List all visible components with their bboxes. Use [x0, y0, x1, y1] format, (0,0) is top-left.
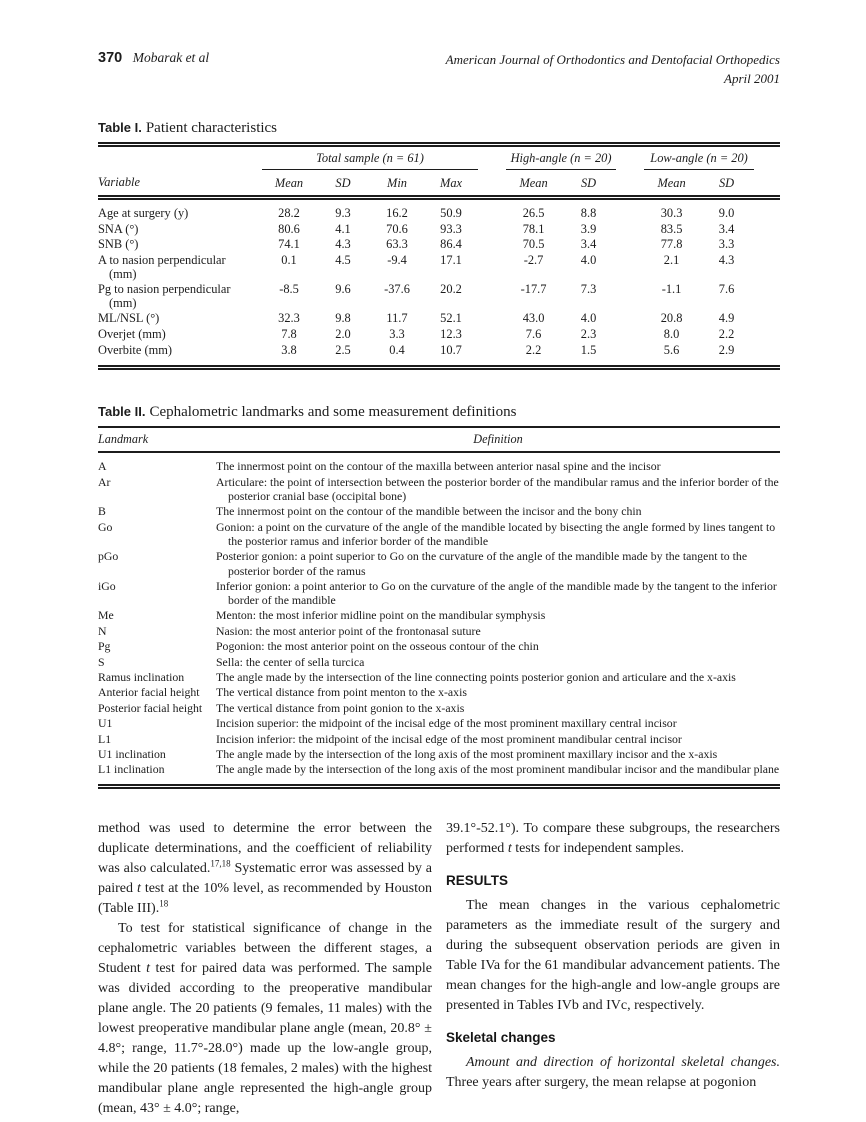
value-cell: 2.0 — [335, 326, 351, 341]
patient-characteristics-table — [98, 142, 780, 370]
value-cell: 10.7 — [440, 342, 462, 357]
table1-column-header-row — [98, 169, 780, 198]
value-cell: 74.1 — [278, 237, 300, 252]
table1-group-header-row — [98, 145, 780, 170]
definition-cell: Pogonion: the most anterior point on the osseous contour of the chin — [216, 639, 539, 654]
gap-cell — [754, 282, 780, 311]
running-head — [98, 50, 780, 88]
definition-cell: Gonion: a point on the curvature of the angle of the mandible located by bisecting the angle formed by lines tangent to the posterior ramus and inferior border of the mandible — [216, 519, 776, 548]
text-run: test for paired data was performed. The sample was divided according to the preoperative mandibular plane angle. The 20 patients (9 females, 11 males) with the lowest preoperative mandibular plane angle (mean, 20.8° ± 4.8°; range, 11.7°-28.0°) made up the low-angle group, while the 20 patients (18 females, 2 males) with the highest mandibular plane angle represented the high-angle group (mean, 43° ± 4.0°; range, — [98, 960, 432, 1116]
value-cell: 2.3 — [580, 326, 597, 341]
value-cell: 4.0 — [580, 311, 597, 326]
variable-cell: Age at surgery (y) — [98, 206, 189, 221]
table2-section — [98, 404, 780, 788]
value-cell: 0.1 — [281, 252, 297, 267]
value-cell: 3.8 — [281, 342, 297, 357]
table-row — [98, 716, 780, 731]
table-row — [98, 282, 780, 311]
gap-cell — [616, 282, 644, 311]
definition-cell: The vertical distance from point menton to the x-axis — [216, 685, 467, 700]
value-cell: 70.6 — [386, 221, 408, 236]
definition-cell: The vertical distance from point gonion to the x-axis — [216, 700, 465, 715]
table-row — [98, 654, 780, 669]
value-cell: 2.9 — [718, 342, 735, 357]
definition-cell: The angle made by the intersection of the line connecting points posterior gonion and articulare and the x-axis — [216, 670, 736, 685]
value-cell: 52.1 — [440, 311, 462, 326]
gap-cell — [754, 145, 780, 170]
empty-cell — [98, 145, 262, 170]
value-cell: 70.5 — [522, 237, 545, 252]
table2-header-row — [98, 427, 780, 452]
gap-cell — [616, 198, 644, 222]
definition-cell: Nasion: the most anterior point of the frontonasal suture — [216, 623, 481, 638]
column-header: SD — [699, 169, 754, 198]
column-header-landmark: Landmark — [98, 427, 216, 452]
definition-cell: Articulare: the point of intersection between the posterior border of the mandibular ramus and the inferior border of the posterior cranial base (occipital bone) — [216, 474, 779, 503]
value-cell: 4.1 — [335, 221, 351, 236]
table-row — [98, 519, 780, 549]
value-cell: -8.5 — [279, 282, 299, 297]
value-cell: 7.6 — [525, 326, 542, 341]
value-cell: -17.7 — [520, 282, 547, 297]
article-body — [98, 819, 780, 1119]
value-cell: 3.3 — [718, 237, 735, 252]
value-cell: 83.5 — [660, 221, 683, 236]
text-run: Systematic error was assessed by a paired — [98, 860, 432, 896]
gap-cell — [478, 253, 506, 282]
landmark-cell: A — [98, 459, 107, 474]
reference-superscript: 18 — [159, 897, 169, 908]
table2-label: Table II. — [98, 404, 146, 420]
value-cell: 3.9 — [580, 221, 597, 236]
group-low-angle: Low-angle (n = 20) — [644, 145, 754, 170]
value-cell: 9.0 — [718, 206, 735, 221]
text-run: 39.1°-52.1°). To compare these subgroups, the researchers performed — [446, 820, 780, 856]
table-row — [98, 311, 780, 327]
italic-text: t — [136, 880, 141, 896]
landmark-cell: U1 — [98, 716, 113, 731]
page-number: 370 — [98, 50, 123, 66]
definition-cell: Posterior gonion: a point superior to Go on the curvature of the angle of the mandible made by the tangent to the posterior border of the ramus — [216, 549, 748, 578]
value-cell: 78.1 — [522, 221, 545, 236]
gap-cell — [616, 237, 644, 253]
value-cell: 2.2 — [718, 326, 735, 341]
gap-cell — [616, 327, 644, 343]
value-cell: -2.7 — [523, 252, 544, 267]
table-row — [98, 452, 780, 474]
table-row — [98, 237, 780, 253]
value-cell: 16.2 — [386, 206, 408, 221]
value-cell: 26.5 — [522, 206, 545, 221]
running-authors: Mobarak et al — [132, 50, 210, 65]
table-row — [98, 222, 780, 238]
table-row — [98, 669, 780, 684]
landmark-cell: Pg — [98, 639, 111, 654]
cephalometric-landmarks-table — [98, 426, 780, 788]
column-header: Mean — [262, 169, 316, 198]
table-row — [98, 608, 780, 623]
text-run: tests for independent samples. — [511, 840, 684, 856]
variable-cell: Overbite (mm) — [98, 342, 172, 357]
landmark-cell: N — [98, 623, 107, 638]
value-cell: 8.0 — [663, 326, 680, 341]
gap-cell — [616, 222, 644, 238]
running-head-left — [98, 50, 209, 67]
gap-cell — [478, 311, 506, 327]
table-row — [98, 327, 780, 343]
gap-cell — [478, 145, 506, 170]
definition-cell: The innermost point on the contour of the mandible between the incisor and the bony chin — [216, 504, 642, 519]
section-heading: RESULTS — [446, 872, 509, 888]
value-cell: 2.2 — [525, 342, 542, 357]
value-cell: 7.8 — [281, 326, 297, 341]
group-total-sample: Total sample (n = 61) — [262, 145, 478, 170]
body-column-right — [446, 819, 780, 1119]
landmark-cell: S — [98, 654, 105, 669]
column-header: Mean — [644, 169, 699, 198]
gap-cell — [754, 169, 780, 198]
variable-cell: SNB (°) — [98, 237, 139, 252]
paragraph — [98, 819, 432, 919]
value-cell: 3.4 — [718, 221, 735, 236]
value-cell: -37.6 — [384, 282, 410, 297]
value-cell: 11.7 — [386, 311, 408, 326]
text-run: To test for statistical significance of change in the cephalometric variables between the different stages, a Student — [98, 920, 432, 976]
text-run: Three years after surgery, the mean relapse at pogonion — [446, 1074, 757, 1090]
gap-cell — [754, 311, 780, 327]
gap-cell — [754, 343, 780, 368]
table-row — [98, 578, 780, 608]
value-cell: 86.4 — [440, 237, 462, 252]
gap-cell — [616, 311, 644, 327]
variable-cell: Pg to nasion perpendicular (mm) — [98, 282, 231, 310]
definition-cell: The innermost point on the contour of the maxilla between anterior nasal spine and the incisor — [216, 459, 661, 474]
value-cell: 5.6 — [663, 342, 680, 357]
table1-title — [98, 120, 780, 137]
landmark-cell: Anterior facial height — [98, 685, 200, 700]
gap-cell — [754, 327, 780, 343]
gap-cell — [616, 169, 644, 198]
table-row — [98, 343, 780, 368]
text-run: method was used to determine the error between the duplicate determinations, and the coefficient of reliability was also calculated. — [98, 820, 432, 876]
gap-cell — [478, 222, 506, 238]
landmark-cell: Posterior facial height — [98, 700, 203, 715]
table-row — [98, 253, 780, 282]
variable-wrap-line: (mm) — [109, 266, 137, 281]
gap-cell — [478, 198, 506, 222]
table1-caption: Patient characteristics — [145, 120, 278, 136]
value-cell: 4.3 — [335, 237, 351, 252]
value-cell: 1.5 — [580, 342, 597, 357]
value-cell: 4.9 — [718, 311, 735, 326]
landmark-cell: iGo — [98, 578, 116, 593]
value-cell: 63.3 — [386, 237, 408, 252]
value-cell: 7.6 — [718, 282, 735, 297]
value-cell: 4.5 — [335, 252, 351, 267]
table2-caption: Cephalometric landmarks and some measurement definitions — [149, 404, 517, 421]
table-row — [98, 549, 780, 579]
value-cell: 9.6 — [335, 282, 351, 297]
value-cell: 9.3 — [335, 206, 351, 221]
definition-cell: Incision inferior: the midpoint of the incisal edge of the most prominent mandibular central incisor — [216, 731, 682, 746]
table-row — [98, 504, 780, 519]
value-cell: 20.2 — [440, 282, 462, 297]
column-header: Max — [424, 169, 478, 198]
value-cell: 43.0 — [522, 311, 545, 326]
value-cell: 4.3 — [718, 252, 735, 267]
value-cell: 93.3 — [440, 221, 462, 236]
definition-cell: Menton: the most inferior midline point on the mandibular symphysis — [216, 608, 546, 623]
value-cell: 9.8 — [335, 311, 351, 326]
body-column-left — [98, 819, 432, 1119]
variable-wrap-line: (mm) — [109, 295, 137, 310]
value-cell: 17.1 — [440, 252, 462, 267]
paragraph — [98, 919, 432, 1119]
landmark-cell: Ar — [98, 474, 111, 489]
landmark-cell: L1 inclination — [98, 762, 165, 777]
column-header-definition: Definition — [216, 427, 780, 452]
journal-name: American Journal of Orthodontics and Dentofacial Orthopedics — [445, 52, 780, 67]
table-row — [98, 700, 780, 715]
issue-date: April 2001 — [724, 71, 780, 86]
gap-cell — [754, 198, 780, 222]
definition-cell: The angle made by the intersection of the long axis of the most prominent maxillary incisor and the x-axis — [216, 747, 718, 761]
gap-cell — [478, 282, 506, 311]
value-cell: 3.4 — [580, 237, 597, 252]
group-high-angle: High-angle (n = 20) — [506, 145, 616, 170]
variable-cell: A to nasion perpendicular (mm) — [98, 252, 226, 281]
variable-cell: SNA (°) — [98, 221, 139, 236]
gap-cell — [478, 169, 506, 198]
table-row — [98, 762, 780, 786]
paragraph — [446, 1053, 780, 1093]
definition-cell: Incision superior: the midpoint of the incisal edge of the most prominent maxillary central incisor — [216, 716, 677, 731]
italic-text: t — [146, 960, 151, 976]
column-header: SD — [561, 169, 616, 198]
table2-title — [98, 404, 780, 421]
variable-cell: Overjet (mm) — [98, 326, 166, 341]
paragraph — [446, 819, 780, 859]
definition-cell: Sella: the center of sella turcica — [216, 654, 365, 669]
value-cell: 0.4 — [389, 342, 405, 357]
gap-cell — [754, 222, 780, 238]
value-cell: -9.4 — [387, 252, 407, 267]
table1-body — [98, 198, 780, 368]
value-cell: 80.6 — [278, 221, 300, 236]
italic-text: t — [507, 840, 512, 856]
value-cell: 50.9 — [440, 206, 462, 221]
table-row — [98, 474, 780, 504]
landmark-cell: B — [98, 504, 106, 519]
table-row — [98, 746, 780, 761]
table-row — [98, 639, 780, 654]
value-cell: 28.2 — [278, 206, 300, 221]
value-cell: 3.3 — [389, 326, 405, 341]
table-row — [98, 623, 780, 638]
landmark-cell: Ramus inclination — [98, 670, 185, 685]
text-run: The mean changes in the various cephalometric parameters as the immediate result of the surgery and during the subsequent observation periods are given in Table IVa for the 61 mandibular advancement patients. The mean changes for the high-angle and low-angle groups are presented in Tables IVb and IVc, respectively. — [446, 897, 780, 1013]
value-cell: 7.3 — [580, 282, 597, 297]
gap-cell — [754, 237, 780, 253]
value-cell: 2.1 — [663, 252, 680, 267]
definition-cell: The angle made by the intersection of the long axis of the most prominent mandibular incisor and the mandibular plane — [216, 762, 780, 777]
value-cell: 77.8 — [660, 237, 683, 252]
column-header: Mean — [506, 169, 561, 198]
table1-section — [98, 120, 780, 370]
landmark-cell: Go — [98, 519, 113, 534]
gap-cell — [616, 145, 644, 170]
landmark-cell: L1 — [98, 731, 112, 746]
table-row — [98, 198, 780, 222]
table-row — [98, 685, 780, 700]
value-cell: 4.0 — [580, 252, 597, 267]
running-head-right — [446, 50, 780, 88]
gap-cell — [478, 237, 506, 253]
value-cell: 30.3 — [660, 206, 683, 221]
column-header: Min — [370, 169, 424, 198]
table1-label: Table I. — [98, 120, 142, 135]
landmark-cell: Me — [98, 608, 114, 623]
table-row — [98, 731, 780, 746]
gap-cell — [478, 327, 506, 343]
italic-text: Amount and direction of horizontal skeletal changes. — [466, 1054, 780, 1070]
gap-cell — [754, 253, 780, 282]
variable-cell: ML/NSL (°) — [98, 311, 160, 326]
reference-superscript: 17,18 — [210, 857, 231, 868]
definition-cell: Inferior gonion: a point anterior to Go on the curvature of the angle of the mandible made by the tangent to the inferior border of the mandible — [216, 578, 777, 608]
column-header: SD — [316, 169, 370, 198]
value-cell: -1.1 — [661, 282, 682, 297]
landmark-cell: U1 inclination — [98, 747, 166, 761]
table2-body — [98, 452, 780, 786]
gap-cell — [478, 343, 506, 368]
value-cell: 2.5 — [335, 342, 351, 357]
gap-cell — [616, 253, 644, 282]
value-cell: 8.8 — [580, 206, 597, 221]
value-cell: 12.3 — [440, 326, 462, 341]
value-cell: 32.3 — [278, 311, 300, 326]
paragraph — [446, 896, 780, 1016]
landmark-cell: pGo — [98, 549, 119, 564]
text-run: test at the 10% level, as recommended by Houston (Table III). — [98, 880, 432, 916]
column-header-variable: Variable — [98, 169, 262, 198]
section-heading: Skeletal changes — [446, 1029, 556, 1045]
gap-cell — [616, 343, 644, 368]
value-cell: 20.8 — [660, 311, 683, 326]
